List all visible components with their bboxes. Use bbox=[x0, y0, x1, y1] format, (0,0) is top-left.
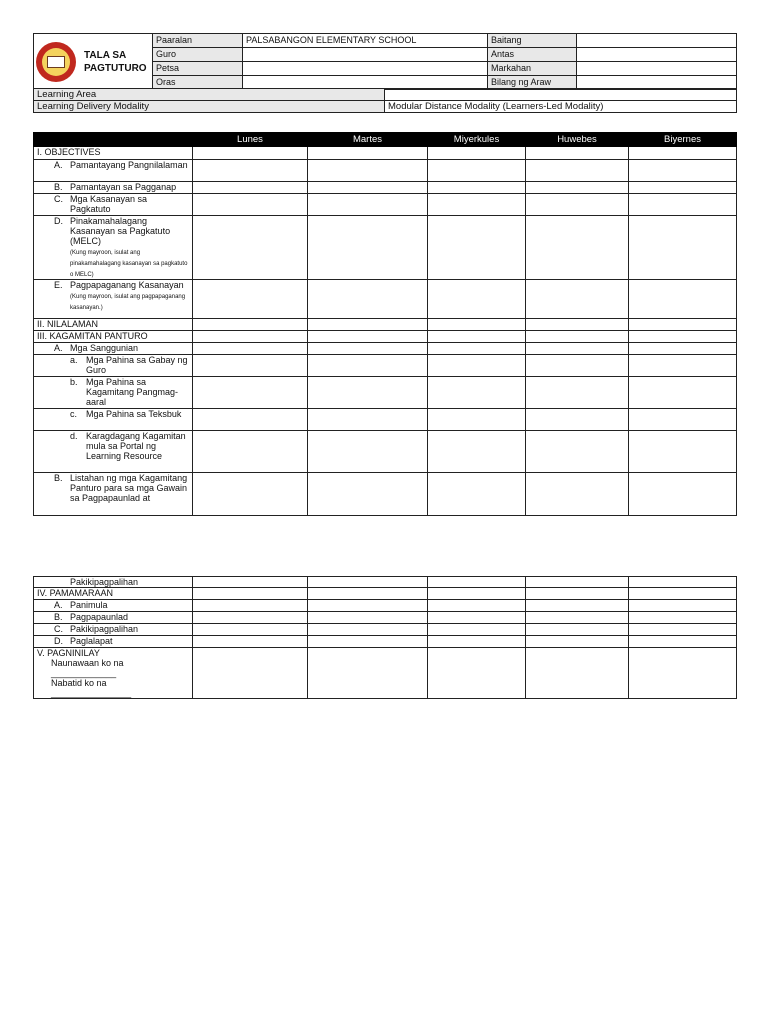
table-row bbox=[34, 612, 737, 624]
cell[interactable] bbox=[308, 160, 428, 182]
antas-label: Antas bbox=[488, 48, 577, 62]
cell[interactable] bbox=[193, 473, 308, 516]
row-label-c bbox=[34, 194, 193, 216]
markahan-field[interactable] bbox=[577, 62, 737, 76]
row-label-pagninilay bbox=[34, 648, 193, 699]
marker: D. bbox=[54, 636, 63, 646]
cell[interactable] bbox=[526, 319, 629, 331]
table-row bbox=[34, 182, 737, 194]
table-row bbox=[34, 648, 737, 699]
row-label-e bbox=[34, 280, 193, 319]
cell[interactable] bbox=[526, 216, 629, 280]
row-text: Listahan ng mga Kagamitang Panturo para sa mga Gawain sa Pagpapaunlad at bbox=[70, 473, 188, 503]
row-label-objectives: I. OBJECTIVES bbox=[34, 147, 193, 160]
cell[interactable] bbox=[308, 331, 428, 343]
cell[interactable] bbox=[193, 147, 308, 160]
learning-area-table bbox=[33, 88, 737, 113]
cell[interactable] bbox=[629, 355, 737, 377]
cell[interactable] bbox=[428, 636, 526, 648]
row-text: Panimula bbox=[70, 600, 108, 610]
cell[interactable] bbox=[193, 319, 308, 331]
cell[interactable] bbox=[526, 431, 629, 473]
table-row bbox=[34, 577, 737, 588]
cell[interactable] bbox=[526, 612, 629, 624]
row-text: Paglalapat bbox=[70, 636, 113, 646]
cell[interactable] bbox=[308, 147, 428, 160]
cell[interactable] bbox=[308, 319, 428, 331]
table-row bbox=[34, 473, 737, 516]
cell[interactable] bbox=[629, 343, 737, 355]
nabatid-line: Nabatid ko na ________________ bbox=[51, 678, 132, 698]
marker: D. bbox=[54, 216, 63, 226]
row-label-pagpapaunlad bbox=[34, 612, 193, 624]
cell[interactable] bbox=[428, 182, 526, 194]
row-text: Mga Pahina sa Teksbuk bbox=[86, 409, 182, 419]
cell[interactable] bbox=[629, 612, 737, 624]
day-huwebes: Huwebes bbox=[526, 133, 629, 147]
cell[interactable] bbox=[629, 600, 737, 612]
cell[interactable] bbox=[629, 431, 737, 473]
row-label-panimula bbox=[34, 600, 193, 612]
marker: C. bbox=[54, 194, 63, 204]
row-label-pakikipagpalihan-cont: Pakikipagpalihan bbox=[34, 577, 193, 588]
row-text: Mga Kasanayan sa Pagkatuto bbox=[70, 194, 148, 214]
cell[interactable] bbox=[629, 182, 737, 194]
row-label-a bbox=[34, 160, 193, 182]
cell[interactable] bbox=[308, 355, 428, 377]
table-row bbox=[34, 624, 737, 636]
cell[interactable] bbox=[629, 624, 737, 636]
cell[interactable] bbox=[193, 577, 308, 588]
cell[interactable] bbox=[629, 160, 737, 182]
table-row bbox=[34, 216, 737, 280]
cell[interactable] bbox=[428, 473, 526, 516]
cell[interactable] bbox=[428, 280, 526, 319]
table-row bbox=[34, 331, 737, 343]
row-text: Pagpapaganang Kasanayan bbox=[70, 280, 184, 290]
cell[interactable] bbox=[629, 331, 737, 343]
naunawaan-line: Naunawaan ko na _____________ bbox=[51, 658, 124, 678]
paaralan-label: Paaralan bbox=[153, 34, 243, 48]
row-text: Mga Pahina sa Gabay ng Guro bbox=[86, 355, 188, 375]
cell[interactable] bbox=[428, 331, 526, 343]
cell[interactable] bbox=[308, 216, 428, 280]
cell[interactable] bbox=[428, 648, 526, 699]
marker: E. bbox=[54, 280, 63, 290]
marker: d. bbox=[70, 431, 78, 441]
cell[interactable] bbox=[428, 612, 526, 624]
form-title bbox=[84, 49, 147, 75]
marker: A. bbox=[54, 600, 63, 610]
cell[interactable] bbox=[193, 648, 308, 699]
cell[interactable] bbox=[193, 355, 308, 377]
cell[interactable] bbox=[428, 355, 526, 377]
row-label-pamamaraan: IV. PAMAMARAAN bbox=[34, 588, 193, 600]
row-text: Pagpapaunlad bbox=[70, 612, 129, 622]
cell[interactable] bbox=[526, 355, 629, 377]
logo-cell bbox=[34, 34, 153, 90]
cell[interactable] bbox=[526, 147, 629, 160]
oras-label: Oras bbox=[153, 76, 243, 90]
marker: c. bbox=[70, 409, 78, 419]
cell[interactable] bbox=[428, 343, 526, 355]
cell[interactable] bbox=[428, 588, 526, 600]
row-note: (Kung mayroon, isulat ang pinakamahalagang kasanayan sa pagkatuto o MELC) bbox=[70, 250, 188, 278]
marker: A. bbox=[54, 343, 63, 353]
cell[interactable] bbox=[308, 431, 428, 473]
cell[interactable] bbox=[629, 377, 737, 409]
row-label-nilalaman: II. NILALAMAN bbox=[34, 319, 193, 331]
cell[interactable] bbox=[193, 600, 308, 612]
cell[interactable] bbox=[428, 160, 526, 182]
row-label-paglalapat bbox=[34, 636, 193, 648]
cell[interactable] bbox=[526, 160, 629, 182]
table-row bbox=[34, 600, 737, 612]
cell[interactable] bbox=[308, 194, 428, 216]
petsa-label: Petsa bbox=[153, 62, 243, 76]
cell[interactable] bbox=[629, 216, 737, 280]
cell[interactable] bbox=[629, 577, 737, 588]
cell[interactable] bbox=[308, 600, 428, 612]
lesson-plan-table-continued bbox=[33, 576, 737, 699]
cell[interactable] bbox=[428, 147, 526, 160]
row-text: Karagdagang Kagamitan mula sa Portal ng Learning Resource bbox=[86, 431, 186, 461]
marker: C. bbox=[54, 624, 63, 634]
cell[interactable] bbox=[428, 431, 526, 473]
cell[interactable] bbox=[526, 343, 629, 355]
cell[interactable] bbox=[629, 409, 737, 431]
cell[interactable] bbox=[308, 343, 428, 355]
cell[interactable] bbox=[193, 431, 308, 473]
lesson-plan-table bbox=[33, 132, 737, 516]
cell[interactable] bbox=[193, 612, 308, 624]
cell[interactable] bbox=[526, 648, 629, 699]
row-label-sanggunian bbox=[34, 343, 193, 355]
cell[interactable] bbox=[428, 377, 526, 409]
marker: A. bbox=[54, 160, 63, 170]
row-text: Pamantayang Pangnilalaman bbox=[70, 160, 188, 170]
cell[interactable] bbox=[526, 377, 629, 409]
guro-field[interactable] bbox=[243, 48, 488, 62]
cell[interactable] bbox=[428, 600, 526, 612]
modality-label: Learning Delivery Modality bbox=[34, 101, 385, 113]
guro-label: Guro bbox=[153, 48, 243, 62]
cell[interactable] bbox=[629, 147, 737, 160]
cell[interactable] bbox=[526, 280, 629, 319]
antas-field[interactable] bbox=[577, 48, 737, 62]
table-row bbox=[34, 343, 737, 355]
header-table bbox=[33, 33, 737, 90]
modality-field[interactable]: Modular Distance Modality (Learners-Led Modality) bbox=[385, 101, 737, 113]
cell[interactable] bbox=[526, 409, 629, 431]
cell[interactable] bbox=[428, 409, 526, 431]
row-text: Pakikipagpalihan bbox=[70, 624, 139, 634]
cell[interactable] bbox=[629, 280, 737, 319]
cell[interactable] bbox=[308, 612, 428, 624]
cell[interactable] bbox=[629, 319, 737, 331]
markahan-label: Markahan bbox=[488, 62, 577, 76]
cell[interactable] bbox=[193, 182, 308, 194]
cell[interactable] bbox=[193, 588, 308, 600]
cell[interactable] bbox=[526, 577, 629, 588]
table-row bbox=[34, 160, 737, 182]
row-text: Pamantayan sa Pagganap bbox=[70, 182, 177, 192]
bilang-ng-araw-label: Bilang ng Araw bbox=[488, 76, 577, 90]
table-row bbox=[34, 588, 737, 600]
table-row bbox=[34, 319, 737, 331]
row-label-teksbuk bbox=[34, 409, 193, 431]
cell[interactable] bbox=[428, 577, 526, 588]
cell[interactable] bbox=[629, 194, 737, 216]
day-martes: Martes bbox=[308, 133, 428, 147]
cell[interactable] bbox=[629, 648, 737, 699]
cell[interactable] bbox=[193, 624, 308, 636]
day-biyernes: Biyernes bbox=[629, 133, 737, 147]
day-lunes: Lunes bbox=[193, 133, 308, 147]
cell[interactable] bbox=[526, 624, 629, 636]
title-line-1: TALA SA bbox=[84, 49, 127, 61]
corner-cell bbox=[34, 133, 193, 147]
cell[interactable] bbox=[308, 473, 428, 516]
cell[interactable] bbox=[428, 319, 526, 331]
cell[interactable] bbox=[193, 216, 308, 280]
cell[interactable] bbox=[526, 331, 629, 343]
row-label-pakikipagpalihan bbox=[34, 624, 193, 636]
cell[interactable] bbox=[308, 648, 428, 699]
marker: b. bbox=[70, 377, 78, 387]
cell[interactable] bbox=[193, 160, 308, 182]
learning-area-field[interactable] bbox=[385, 89, 737, 101]
day-miyerkules: Miyerkules bbox=[428, 133, 526, 147]
table-row bbox=[34, 377, 737, 409]
marker: B. bbox=[54, 182, 63, 192]
row-label-kagamitan: III. KAGAMITAN PANTURO bbox=[34, 331, 193, 343]
cell[interactable] bbox=[308, 280, 428, 319]
cell[interactable] bbox=[193, 331, 308, 343]
row-label-b bbox=[34, 182, 193, 194]
marker: a. bbox=[70, 355, 78, 365]
cell[interactable] bbox=[193, 343, 308, 355]
cell[interactable] bbox=[428, 194, 526, 216]
row-label-gabay bbox=[34, 355, 193, 377]
cell[interactable] bbox=[308, 577, 428, 588]
title-line-2: PAGTUTURO bbox=[84, 62, 147, 74]
cell[interactable] bbox=[193, 636, 308, 648]
cell[interactable] bbox=[308, 409, 428, 431]
row-note: (Kung mayroon, isulat ang pagpapaganang kasanayan.) bbox=[70, 294, 186, 311]
cell[interactable] bbox=[526, 182, 629, 194]
baitang-field[interactable] bbox=[577, 34, 737, 48]
row-text: Pinakamahalagang Kasanayan sa Pagkatuto (MELC) bbox=[70, 216, 171, 246]
table-row bbox=[34, 194, 737, 216]
cell[interactable] bbox=[526, 600, 629, 612]
cell[interactable] bbox=[526, 636, 629, 648]
cell[interactable] bbox=[308, 377, 428, 409]
marker: B. bbox=[54, 612, 63, 622]
school-seal-icon bbox=[36, 42, 76, 82]
cell[interactable] bbox=[428, 624, 526, 636]
table-row bbox=[34, 147, 737, 160]
days-header-row bbox=[34, 133, 737, 147]
cell[interactable] bbox=[629, 636, 737, 648]
cell[interactable] bbox=[629, 473, 737, 516]
paaralan-field[interactable]: PALSABANGON ELEMENTARY SCHOOL bbox=[243, 34, 488, 48]
cell[interactable] bbox=[308, 588, 428, 600]
table-row bbox=[34, 431, 737, 473]
cell[interactable] bbox=[193, 409, 308, 431]
row-text: Mga Pahina sa Kagamitang Pangmag-aaral bbox=[86, 377, 179, 407]
cell[interactable] bbox=[193, 377, 308, 409]
row-label-portal bbox=[34, 431, 193, 473]
cell[interactable] bbox=[308, 624, 428, 636]
cell[interactable] bbox=[526, 473, 629, 516]
petsa-field[interactable] bbox=[243, 62, 488, 76]
learning-area-label: Learning Area bbox=[34, 89, 385, 101]
row-text: V. PAGNINILAY bbox=[37, 648, 100, 658]
row-label-listahan bbox=[34, 473, 193, 516]
cell[interactable] bbox=[308, 182, 428, 194]
table-row bbox=[34, 409, 737, 431]
cell[interactable] bbox=[526, 588, 629, 600]
cell[interactable] bbox=[193, 194, 308, 216]
cell[interactable] bbox=[629, 588, 737, 600]
cell[interactable] bbox=[526, 194, 629, 216]
row-label-d bbox=[34, 216, 193, 280]
table-row bbox=[34, 636, 737, 648]
marker: B. bbox=[54, 473, 63, 483]
cell[interactable] bbox=[308, 636, 428, 648]
row-label-pangmag-aaral bbox=[34, 377, 193, 409]
row-text: Mga Sanggunian bbox=[70, 343, 139, 353]
baitang-label: Baitang bbox=[488, 34, 577, 48]
table-row bbox=[34, 355, 737, 377]
cell[interactable] bbox=[428, 216, 526, 280]
cell[interactable] bbox=[193, 280, 308, 319]
table-row bbox=[34, 280, 737, 319]
